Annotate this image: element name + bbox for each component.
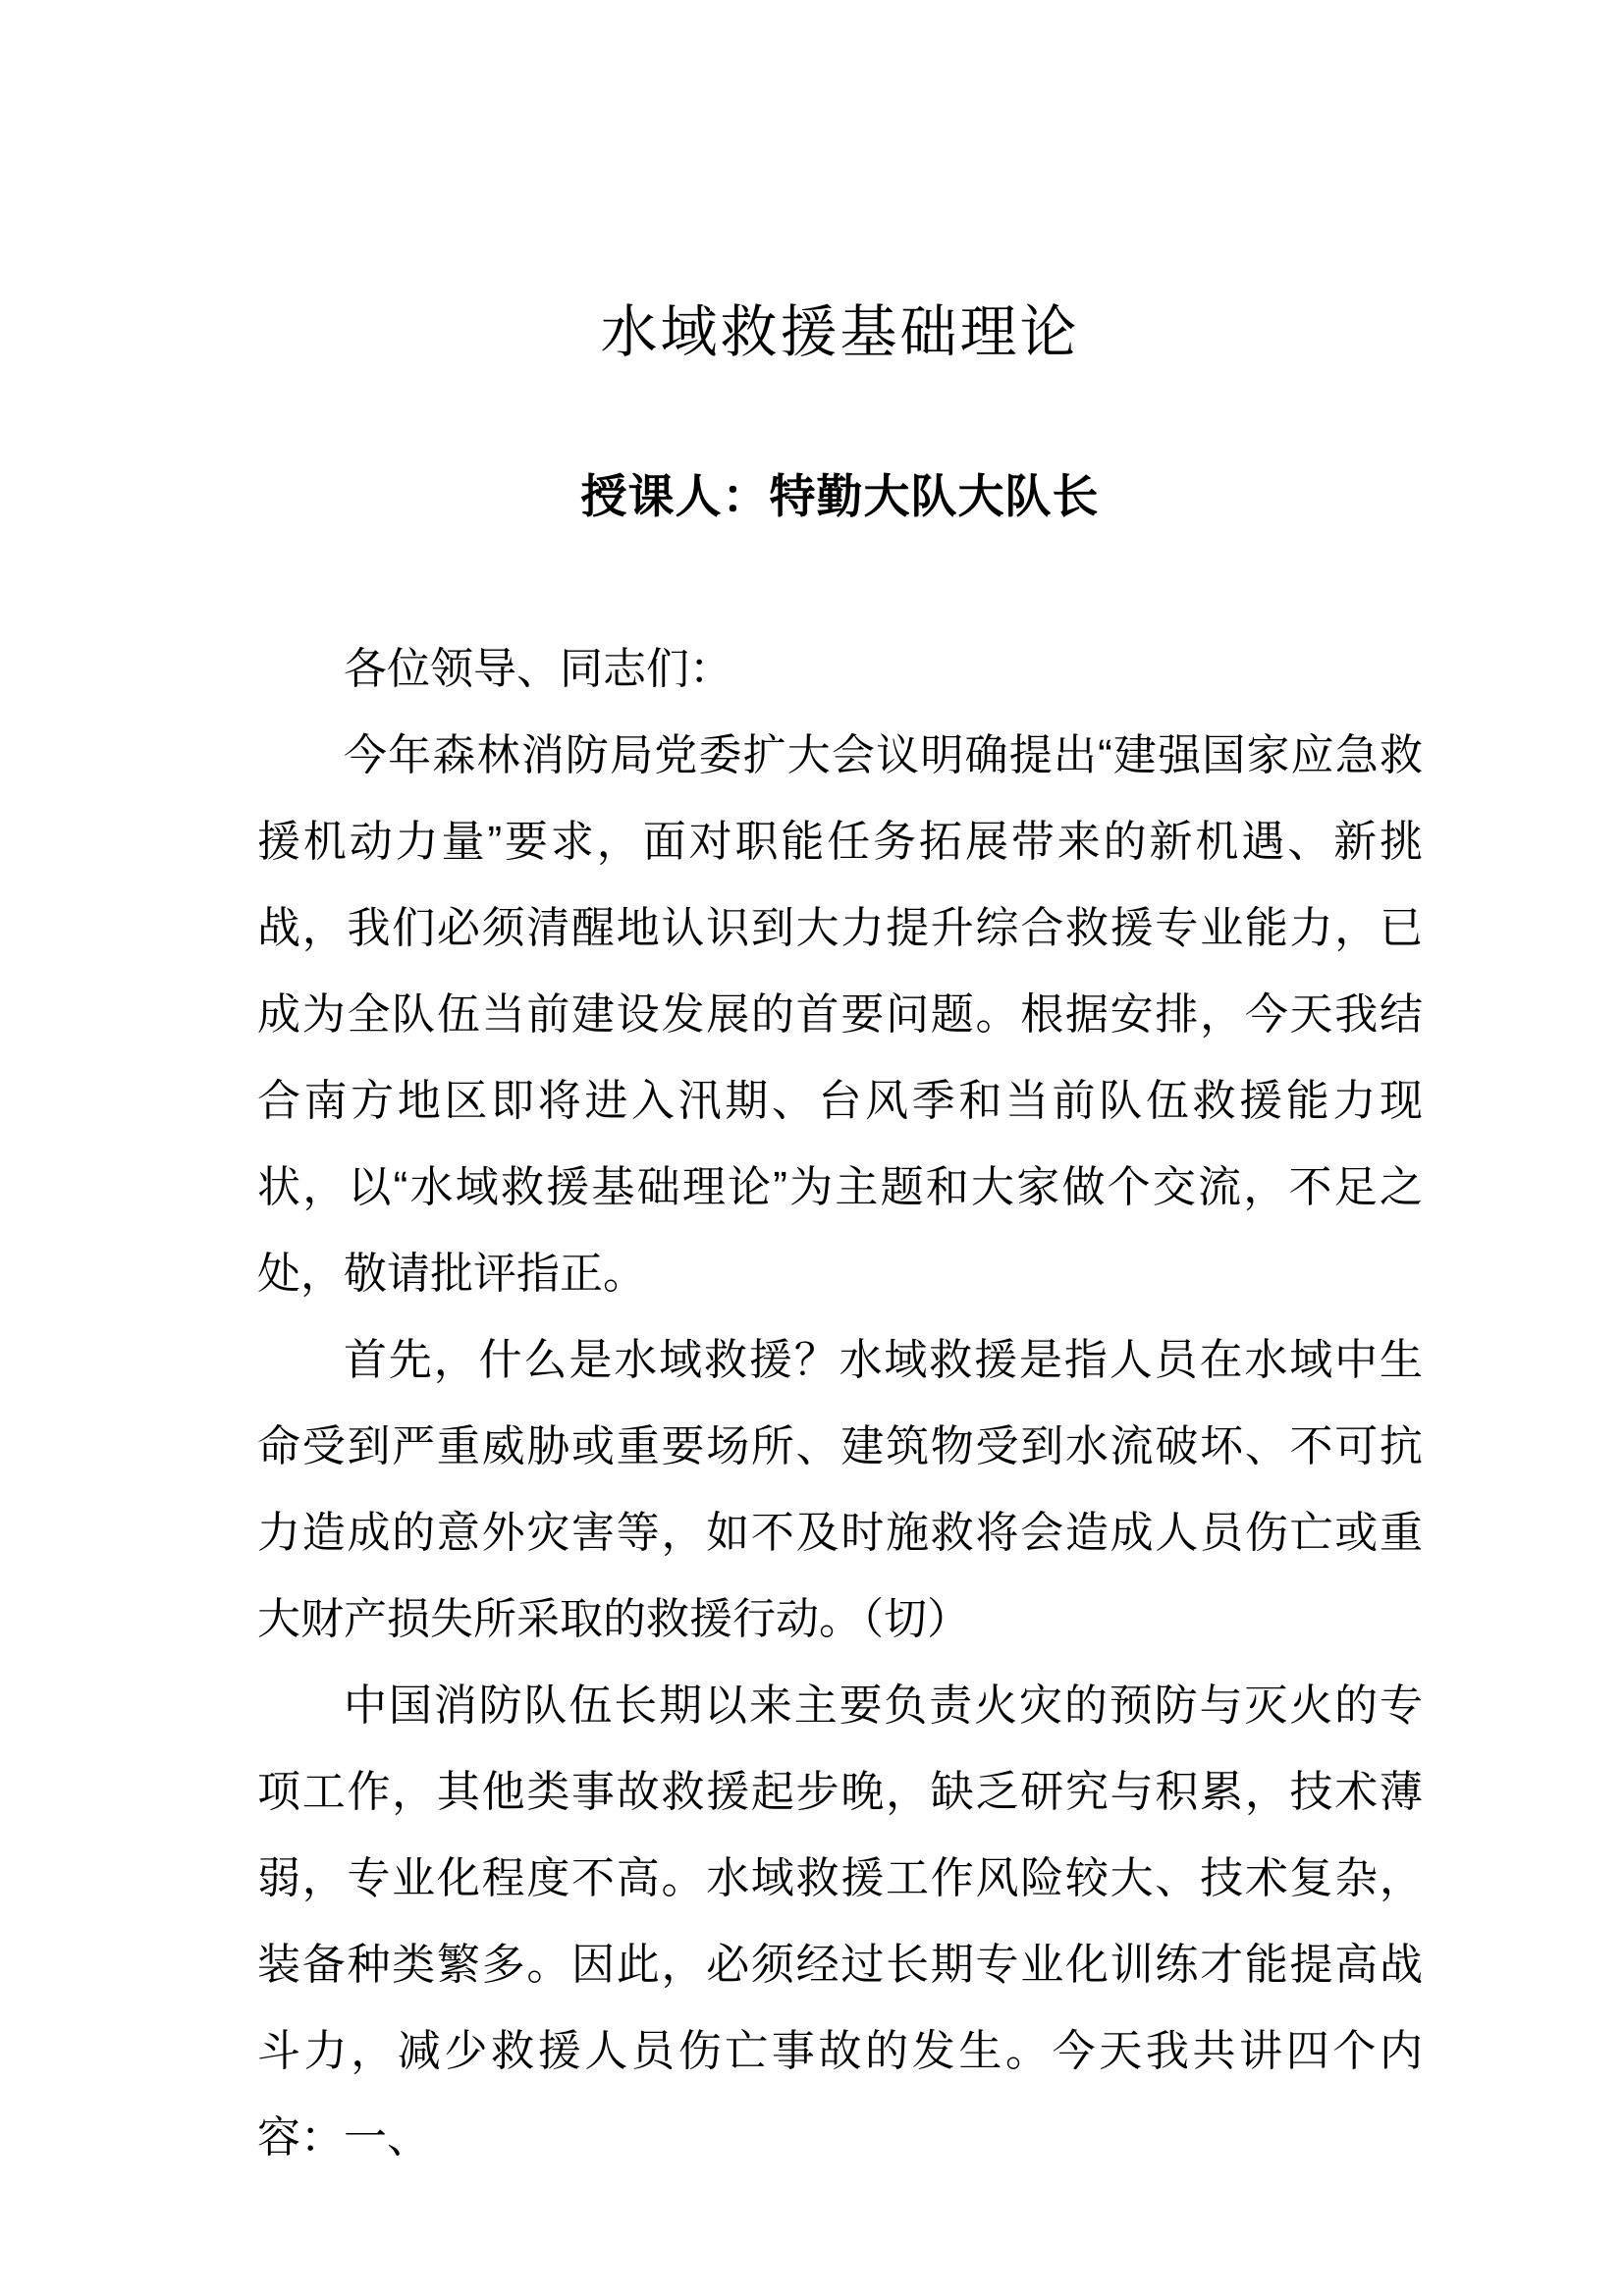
paragraph-intro: 今年森林消防局党委扩大会议明确提出“建强国家应急救援机动力量”要求，面对职能任务拓展带来的新机遇、新挑战，我们必须清醒地认识到大力提升综合救援专业能力，已成为全队伍当前建设发展的首要问题。根据安排，今天我结合南方地区即将进入汛期、台风季和当前队伍救援能力现状，以“水域救援基础理论”为主题和大家做个交流，不足之处，敬请批评指正。 [257,731,1423,1298]
paragraph-greeting: 各位领导、同志们： [344,645,732,693]
lecturer-line: 授课人：特勤大队大队长 [580,470,1100,522]
document-title: 水域救援基础理论 [600,300,1080,364]
paragraph-definition: 首先，什么是水域救援？水域救援是指人员在水域中生命受到严重威胁或重要场所、建筑物受到水流破坏、不可抗力造成的意外灾害等，如不及时施救将会造成人员伤亡或重大财产损失所采取的救援行动。（切） [257,1336,1423,1643]
paragraph-background: 中国消防队伍长期以来主要负责火灾的预防与灭火的专项工作，其他类事故救援起步晚，缺乏研究与积累，技术薄弱，专业化程度不高。水域救援工作风险较大、技术复杂，装备种类繁多。因此，必须经过长期专业化训练才能提高战斗力，减少救援人员伤亡事故的发生。今天我共讲四个内容：一、 [257,1682,1423,2162]
document-body [257,626,1423,2181]
